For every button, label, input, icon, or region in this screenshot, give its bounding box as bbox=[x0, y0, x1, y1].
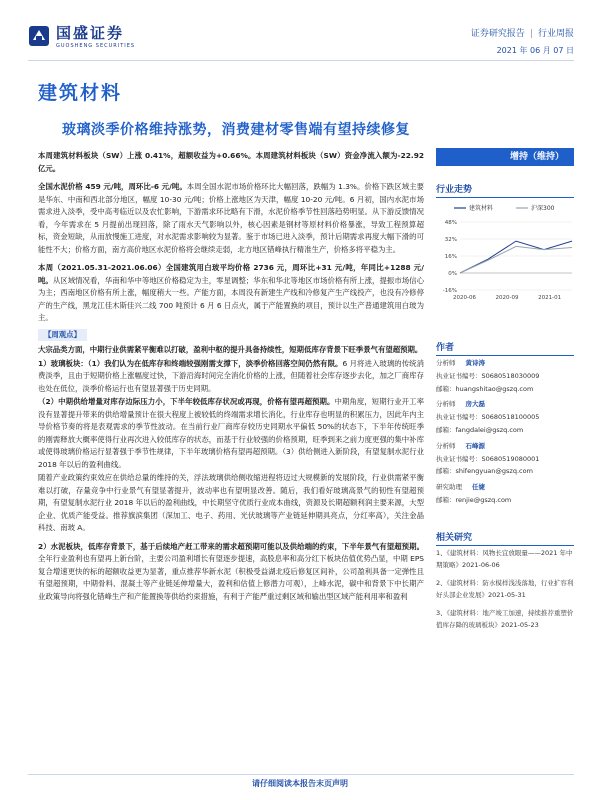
related-research-item[interactable]: 1、《建筑材料：风物长宜放眼量——2021 年中期策略》2021-06-06 bbox=[436, 549, 573, 569]
analyst-cert: 执业证书编号：S0680519080001 bbox=[436, 454, 540, 463]
report-kind: 行业周报 bbox=[537, 29, 574, 39]
report-date: 2021 年 06 月 07 日 bbox=[496, 46, 574, 55]
related-research-list bbox=[436, 548, 576, 638]
supply-lead: （2）中期供给增量对库存边际压力小，下半年较低库存状况或再现，价格有望再超预期。 bbox=[38, 397, 335, 406]
legend-label: 建筑材料 bbox=[469, 205, 494, 212]
y-tick-label: -16% bbox=[442, 288, 457, 294]
report-headline: 玻璃淡季价格维持涨势，消费建材零售端有望持续修复 bbox=[62, 122, 410, 138]
policy-body: 随着产业政策约束效应在供给总量的维持的关，浮法玻璃供给侧收缩进程将迈过大规模新的发展阶段，行业供需紧平衡难以打破，存量竞争中行业景气有望显著提升，波动率也有望明显改善。随后，我们看好玻璃高景气的韧性有望超预期，有望复制水泥行业 2018 年以后的盈利曲线，中长期坚守优质行业成本曲线，资源及长期超额利润主要来源，大型企业、优质产能受益。推荐旗滨集团（深加工、电子、药用、光伏玻璃等产业链延伸期具亮点，分红率高），关注金晶科技、南玻 A。 bbox=[38, 473, 424, 532]
x-tick-label: 2020-09 bbox=[495, 295, 519, 301]
cement-body: 本周全国水泥市场价格环比大幅回落，跌幅为 1.3%。价格下跌区域主要是华东、中南和西北部分地区，幅度 10-30 元/吨；价格上涨地区为天津，幅度 10-20 元/吨。6 月初，国内水泥市场需求进入淡季，受中高考临近以及农忙影响，下游需求环比略有下滑，水泥价格季节性回落趋势明显。从下游反馈情况看，今年需求在 5 月提前出现回落，除了雨水天气影响以外，核心因素是钢材等原材料价格暴涨，导致工程预算超标，资金短缺，从而放慢施工进度，对水泥需求影响较为显著。鉴于市场已进入淡季，预计后期需求再度大幅下滑的可能性不大；价格方面，南方高价地区水泥价格将会继续走弱，北方地区错峰执行精准生产，价格多将平稳为主。 bbox=[38, 182, 424, 254]
analyst-name: 任婕 bbox=[472, 483, 485, 492]
analyst-name: 石峰源 bbox=[465, 441, 485, 450]
weekly-view-tag: 【周观点】 bbox=[38, 329, 87, 342]
analyst-name: 房大磊 bbox=[465, 400, 485, 409]
y-tick-label: 16% bbox=[444, 254, 457, 260]
analyst-email[interactable]: 邮箱：huangshitao@gszq.com bbox=[436, 384, 534, 393]
section-title: 建筑材料 bbox=[38, 82, 123, 104]
analyst-email[interactable]: 邮箱：renjie@gszq.com bbox=[436, 495, 512, 504]
analyst-entry bbox=[436, 481, 576, 507]
footer-disclaimer: 请仔细阅读本报告末页声明 bbox=[252, 779, 348, 788]
view-text: 大宗品类方面，中期行业供需紧平衡难以打破，盈利中枢的提升具备持续性，短期低库存背景下旺季景气有望超预期。 bbox=[38, 345, 423, 354]
summary-text: 本周建筑材料板块（SW）上涨 0.41%，超额收益为+0.66%。本周建筑材料板块（SW）资金净流入额为-22.92 亿元。 bbox=[38, 151, 424, 173]
analyst-entry bbox=[436, 440, 576, 478]
rating-badge: 增持（维持） bbox=[436, 148, 574, 166]
analyst-email[interactable]: 邮箱：fangdalei@gszq.com bbox=[436, 425, 524, 434]
y-tick-label: 0% bbox=[448, 271, 457, 277]
analyst-cert: 执业证书编号：S0680518100005 bbox=[436, 413, 540, 422]
header-divider bbox=[28, 60, 574, 61]
related-research-item[interactable]: 3、《建筑材料：地产竣工加速，持续推荐重塑价值库存降的玻璃板块》2021-05-23 bbox=[436, 609, 574, 629]
guosheng-logo-icon bbox=[28, 25, 50, 47]
analyst-name: 黄诗涛 bbox=[465, 359, 485, 367]
glass-sector-paragraph bbox=[38, 358, 424, 396]
glass-sector-lead: 1）玻璃板块：（1）我们认为在低库存和终端较强刚需支撑下，淡季价格回落空间仍然有限。 bbox=[38, 358, 343, 368]
legend-label: 沪深300 bbox=[531, 205, 555, 212]
chart-section-title: 行业走势 bbox=[436, 182, 574, 198]
company-logo bbox=[28, 22, 135, 49]
analyst-entry bbox=[436, 357, 576, 395]
industry-trend-chart bbox=[436, 200, 576, 310]
supply-body: 中期角度，短期行业开工率没有显著提升带来的供给增量预计在很大程度上被较低的终端需求增长消化，行业库存也明显的积累压力，因此年内主导价格节奏的将是表观需求的季节性波动。在当前行业厂商库存较历史同期水平偏低 50%的状态下，下半年传统旺季的刚需释放大概率使得行业再次进入较低库存的状态，而基于行业较强的价格预期，旺季到来之前力度更强的集中补库或使得玻璃价格运行显著强于季节性规律，下半年玻璃价格有望再超预期。（3）供给侧进入新阶段，有望复制水泥行业 2018 年以后的盈利曲线。 bbox=[38, 397, 424, 469]
y-tick-label: 48% bbox=[444, 220, 457, 226]
analyst-role: 分析师 bbox=[436, 441, 456, 450]
glass-paragraph bbox=[38, 262, 424, 325]
main-text-column bbox=[38, 150, 424, 604]
analyst-role: 研究助理 bbox=[436, 483, 462, 492]
analyst-entry bbox=[436, 398, 576, 436]
footer-divider bbox=[28, 774, 574, 775]
analyst-list bbox=[436, 357, 576, 510]
x-tick-label: 2021-01 bbox=[538, 295, 562, 301]
y-tick-label: 32% bbox=[444, 237, 457, 243]
glass-sector-body: 6 月将进入玻璃的传统消费淡季，且由于短期价格上涨幅度过快，下游沿海时间完全消化价格的上涨，但随着社会库存逐步去化，加之厂商库存也处在低位，淡季价格运行也有望显著强于历史同期。 bbox=[38, 358, 424, 393]
glass-body: 从区域情况看，华南和华中等地区价格稳定为主，零星调整；华东和华北等地区市场价格有所上涨，提振市场信心为主；西南地区价格有所上涨，幅度稍大一些。产能方面，本周没有新建生产线和冷修复产生产线投产，也没有冷修停产的生产线，黑龙江佳木斯佳兴二线 700 吨预计 6 月 6 日点火，属于产能置换的项目，预计以生产普通建筑用白玻为主。 bbox=[38, 275, 424, 322]
series-line bbox=[460, 246, 572, 273]
x-tick-label: 2020-06 bbox=[452, 295, 476, 301]
analyst-section-title: 作者 bbox=[436, 340, 574, 356]
glass-lead: 本周（2021.05.31-2021.06.06）全国建筑用白玻平均价格 2736 元，周环比+31 元/吨，年同比+1288 元/吨。 bbox=[38, 263, 424, 285]
logo-cn-text: 国盛证券 bbox=[56, 24, 125, 42]
view-paragraph bbox=[38, 344, 424, 357]
summary-paragraph bbox=[38, 150, 424, 175]
cement-paragraph bbox=[38, 181, 424, 256]
analyst-email[interactable]: 邮箱：shifengyuan@gszq.com bbox=[436, 467, 533, 476]
related-research-item[interactable]: 2、《建筑材料：防水模样浅浅落地，行业扩容利好头部企业发展》2021-05-31 bbox=[436, 579, 574, 599]
logo-en-text: GUOSHENG SECURITIES bbox=[56, 43, 136, 49]
cement-sector-lead: 2）水泥板块，低库存背景下，基于后续地产赶工带来的需求超预期可能以及供给端的约束，下半年景气有望超预期。 bbox=[38, 541, 424, 551]
analyst-role: 分析师 bbox=[436, 359, 456, 367]
analyst-role: 分析师 bbox=[436, 400, 456, 409]
header-meta bbox=[471, 26, 574, 56]
analyst-cert: 执业证书编号：S0680518030009 bbox=[436, 371, 540, 380]
header-separator: | bbox=[529, 29, 533, 39]
cement-sector-paragraph bbox=[38, 541, 424, 604]
supply-paragraph bbox=[38, 396, 424, 471]
cement-sector-body: 全年行业盈利也有望再上新台阶，主要公司盈利增长有望逐步提速，高股息率和高分红下板块估值优势凸显，中期 EPS 复合增速更快的标的超额收益更为显著，重点推荐华新水泥（积极受益湖北疫后修复区间补，公司盈利具备一定弹性且有望超预期，中期骨料、混凝土等产业链延伸增量大，盈利和估值上修潜力可观），上峰水泥，碳中和背景下中长期产业政策导向将强化错峰生产和产能置换等供给约束措施，有利于产能严重过剩区域和输出型区域产能利用率和盈利 bbox=[38, 554, 424, 601]
policy-paragraph bbox=[38, 472, 424, 535]
cement-lead: 全国水泥价格 459 元/吨，周环比-6 元/吨。 bbox=[38, 182, 187, 191]
series-line bbox=[460, 241, 572, 273]
related-section-title: 相关研究 bbox=[436, 530, 574, 546]
report-type: 证券研究报告 bbox=[470, 29, 525, 39]
